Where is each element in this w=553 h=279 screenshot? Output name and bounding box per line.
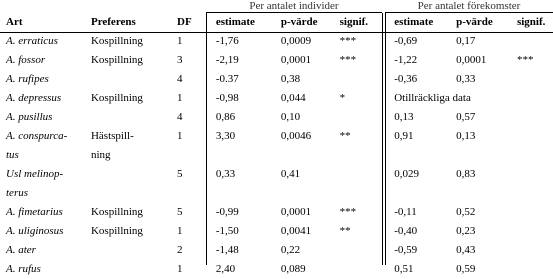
col-header-pvalue-occ: p-värde bbox=[456, 16, 493, 28]
header-row bbox=[0, 13, 553, 32]
cell-df: 1 bbox=[177, 35, 183, 47]
cell-estimate-ind: 2,40 bbox=[215, 263, 236, 275]
cell-pvalue-occ: 0,0001 bbox=[456, 54, 487, 66]
table-row bbox=[0, 89, 553, 108]
cell-estimate-ind: 0,33 bbox=[215, 168, 236, 180]
table-row bbox=[0, 108, 553, 127]
table-row bbox=[0, 70, 553, 89]
cell-estimate-ind: -1,48 bbox=[215, 244, 239, 256]
cell-df: 1 bbox=[177, 225, 183, 237]
cell-pvalue-ind: 0,10 bbox=[280, 111, 301, 123]
cell-signif-occ bbox=[511, 127, 553, 146]
cell-pvalue-ind: 0,044 bbox=[280, 92, 306, 104]
cell-art: A. rufus bbox=[6, 263, 41, 275]
cell-estimate-ind: 3,30 bbox=[215, 130, 236, 142]
cell-art: A. depressus bbox=[6, 92, 62, 104]
cell-preferens: Kospillning bbox=[90, 35, 143, 47]
cell-preferens: Kospillning bbox=[90, 92, 143, 104]
cell-signif-occ bbox=[511, 108, 553, 127]
cell-signif-ind bbox=[334, 165, 389, 184]
cell-df: 5 bbox=[177, 168, 183, 180]
table-row bbox=[0, 127, 553, 146]
cell-pvalue-occ: 0,57 bbox=[456, 111, 476, 123]
cell-estimate-occ: -1,22 bbox=[394, 54, 418, 66]
cell-df: 2 bbox=[177, 244, 183, 256]
cell-signif-occ bbox=[511, 241, 553, 260]
cell-insufficient-data: Otillräckliga data bbox=[394, 92, 471, 104]
cell-estimate-ind: -0,99 bbox=[215, 206, 239, 218]
cell-art: A. erraticus bbox=[6, 35, 58, 47]
cell-pvalue-ind: 0,22 bbox=[280, 244, 301, 256]
cell-preferens-line2: ning bbox=[90, 149, 111, 161]
group-header-individuals: Per antalet individer bbox=[249, 0, 339, 12]
cell-df: 4 bbox=[177, 111, 183, 123]
cell-estimate-occ: -0,69 bbox=[394, 35, 418, 47]
cell-df: 1 bbox=[177, 263, 183, 275]
cell-estimate-occ: -0,36 bbox=[394, 73, 418, 85]
cell-signif-ind: *** bbox=[339, 35, 357, 47]
cell-signif-occ bbox=[511, 203, 553, 222]
cell-pvalue-ind: 0,0046 bbox=[280, 130, 312, 142]
cell-preferens bbox=[85, 165, 171, 184]
cell-pvalue-occ: 0,23 bbox=[456, 225, 476, 237]
cell-pvalue-ind: 0,0009 bbox=[280, 35, 312, 47]
cell-signif-occ bbox=[511, 32, 553, 51]
cell-df: 1 bbox=[177, 92, 183, 104]
cell-signif-ind: *** bbox=[339, 206, 357, 218]
cell-signif-occ bbox=[511, 260, 553, 279]
cell-estimate-occ: 0,13 bbox=[394, 111, 414, 123]
table-row bbox=[0, 203, 553, 222]
cell-estimate-ind: -2,19 bbox=[215, 54, 239, 66]
cell-signif-occ bbox=[511, 165, 553, 184]
cell-pvalue-ind: 0,089 bbox=[280, 263, 306, 275]
cell-estimate-occ: -0,40 bbox=[394, 225, 418, 237]
table-row-continuation bbox=[0, 146, 553, 165]
cell-estimate-occ: 0,029 bbox=[394, 168, 419, 180]
cell-pvalue-ind: 0,0001 bbox=[280, 54, 312, 66]
cell-preferens bbox=[85, 241, 171, 260]
cell-estimate-occ: 0,51 bbox=[394, 263, 414, 275]
table-row bbox=[0, 165, 553, 184]
cell-estimate-ind: -1,76 bbox=[215, 35, 239, 47]
cell-art: A. uliginosus bbox=[6, 225, 64, 237]
cell-estimate-ind: -1,50 bbox=[215, 225, 239, 237]
cell-preferens-line1: Hästspill- bbox=[90, 130, 134, 142]
cell-preferens: Kospillning bbox=[90, 206, 143, 218]
cell-preferens bbox=[85, 108, 171, 127]
cell-signif-ind: *** bbox=[339, 54, 357, 66]
cell-df: 1 bbox=[177, 130, 183, 142]
col-header-estimate-ind: estimate bbox=[215, 16, 255, 28]
species-table bbox=[0, 13, 553, 279]
cell-pvalue-ind: 0,0041 bbox=[280, 225, 312, 237]
table-row-continuation bbox=[0, 184, 553, 203]
cell-estimate-ind: 0,86 bbox=[215, 111, 236, 123]
cell-signif-ind: ** bbox=[339, 130, 351, 142]
cell-pvalue-occ: 0,59 bbox=[456, 263, 476, 275]
cell-art: A. ater bbox=[6, 244, 36, 256]
cell-estimate-ind: -0,98 bbox=[215, 92, 239, 104]
table-row bbox=[0, 51, 553, 70]
cell-signif-occ bbox=[511, 70, 553, 89]
col-header-df: DF bbox=[177, 16, 192, 28]
cell-df: 5 bbox=[177, 206, 183, 218]
cell-signif-ind bbox=[334, 241, 389, 260]
cell-pvalue-ind: 0,38 bbox=[280, 73, 301, 85]
cell-pvalue-occ: 0,17 bbox=[456, 35, 476, 47]
cell-estimate-occ: -0,11 bbox=[394, 206, 417, 218]
cell-art-line2: terus bbox=[6, 187, 28, 199]
cell-df: 4 bbox=[177, 73, 183, 85]
cell-signif-ind bbox=[334, 108, 389, 127]
cell-art: A. rufipes bbox=[6, 73, 49, 85]
cell-pvalue-ind: 0,0001 bbox=[280, 206, 312, 218]
cell-preferens: Kospillning bbox=[90, 54, 143, 66]
cell-art: A. pusillus bbox=[6, 111, 53, 123]
cell-art: A. fimetarius bbox=[6, 206, 63, 218]
cell-signif-ind: * bbox=[339, 92, 346, 104]
cell-preferens bbox=[85, 260, 171, 279]
col-header-art: Art bbox=[6, 16, 23, 28]
col-header-estimate-occ: estimate bbox=[394, 16, 434, 28]
cell-art-line1: Usl melinop- bbox=[6, 168, 64, 180]
col-header-pvalue-ind: p-värde bbox=[280, 16, 318, 28]
cell-signif-ind bbox=[334, 70, 389, 89]
table-row bbox=[0, 222, 553, 241]
table-row bbox=[0, 260, 553, 279]
col-header-signif-occ: signif. bbox=[516, 16, 546, 28]
cell-df: 3 bbox=[177, 54, 183, 66]
cell-signif-ind: ** bbox=[339, 225, 351, 237]
cell-art-line2: tus bbox=[6, 149, 19, 161]
cell-signif-occ: *** bbox=[516, 54, 534, 66]
cell-estimate-occ: -0,59 bbox=[394, 244, 418, 256]
cell-art-line1: A. conspurca- bbox=[6, 130, 68, 142]
cell-signif-occ bbox=[511, 222, 553, 241]
cell-art: A. fossor bbox=[6, 54, 46, 66]
cell-pvalue-occ: 0,83 bbox=[456, 168, 476, 180]
cell-estimate-ind: -0.37 bbox=[215, 73, 239, 85]
cell-pvalue-occ: 0,33 bbox=[456, 73, 476, 85]
table-row bbox=[0, 32, 553, 51]
cell-signif-ind bbox=[334, 260, 389, 279]
cell-preferens bbox=[85, 70, 171, 89]
cell-pvalue-occ: 0,52 bbox=[456, 206, 476, 218]
group-header-occurrences: Per antalet förekomster bbox=[417, 0, 521, 12]
cell-pvalue-occ: 0,13 bbox=[456, 130, 476, 142]
cell-preferens: Kospillning bbox=[90, 225, 143, 237]
col-header-preferens: Preferens bbox=[90, 16, 136, 28]
col-header-signif-ind: signif. bbox=[339, 16, 369, 28]
cell-pvalue-occ: 0,43 bbox=[456, 244, 476, 256]
table-row bbox=[0, 241, 553, 260]
cell-estimate-occ: 0,91 bbox=[394, 130, 414, 142]
cell-pvalue-ind: 0,41 bbox=[280, 168, 301, 180]
